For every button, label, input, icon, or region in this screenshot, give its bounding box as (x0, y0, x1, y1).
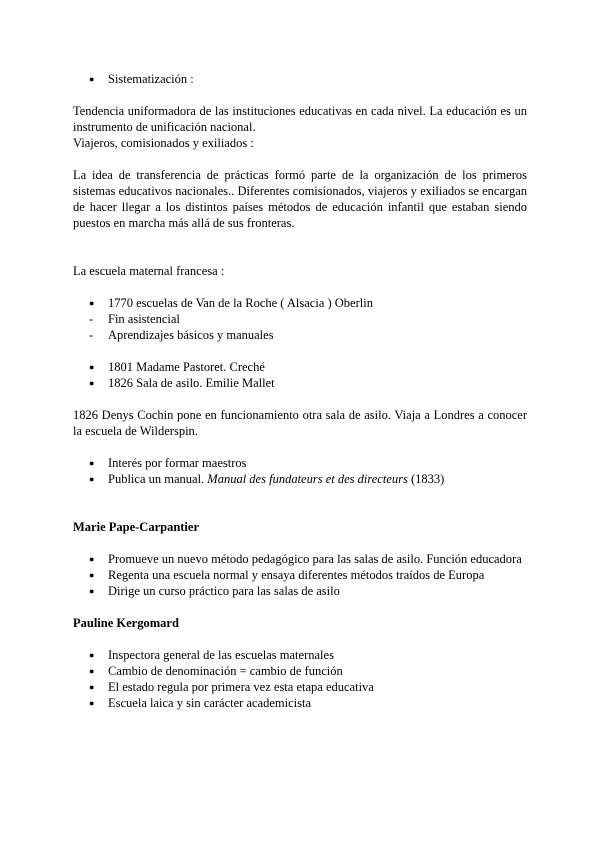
list-item (73, 567, 527, 583)
sistematizacion-list (73, 71, 527, 87)
list-item (73, 375, 527, 391)
list-item-text: Sistematización : (108, 72, 194, 86)
bullet-marker: ● (89, 650, 95, 660)
bullet-marker: ● (89, 666, 95, 676)
escuela-maternal-list-2 (73, 359, 527, 391)
kergomard-list (73, 647, 527, 711)
bullet-marker: ● (89, 298, 95, 308)
escuela-maternal-list-1 (73, 295, 527, 343)
viajeros-subheading: Viajeros, comisionados y exiliados : (73, 136, 254, 150)
list-item (73, 695, 527, 711)
manual-title: Manual des fundateurs et des directeurs (207, 472, 408, 486)
bullet-marker: ● (89, 458, 95, 468)
list-item (73, 551, 527, 567)
list-item-text (108, 471, 444, 487)
list-item (73, 71, 527, 87)
list-item-text: 1801 Madame Pastoret. Creché (108, 360, 265, 374)
escuela-maternal-list-3 (73, 455, 527, 487)
list-item-text: Inspectora general de las escuelas maternales (108, 648, 334, 662)
list-item-text: Aprendizajes básicos y manuales (108, 328, 274, 342)
list-item (73, 311, 527, 327)
manual-suffix: (1833) (407, 472, 445, 486)
list-item-text: Interés por formar maestros (108, 456, 247, 470)
escuela-maternal-title: La escuela maternal francesa : (73, 264, 225, 278)
tendencia-paragraph: Tendencia uniformadora de las instituciones educativas en cada nivel. La educación es un instrumento de unificación nacional. (73, 104, 527, 134)
list-item (73, 455, 527, 471)
list-item-text: Escuela laica y sin carácter academicista (108, 696, 312, 710)
list-item-text: 1826 Sala de asilo. Emilie Mallet (108, 376, 275, 390)
list-item-text: Regenta una escuela normal y ensaya diferentes métodos traídos de Europa (108, 568, 485, 582)
list-item-text: 1770 escuelas de Van de la Roche ( Alsacia ) Oberlin (108, 296, 373, 310)
bullet-marker: ● (89, 362, 95, 372)
dash-marker: - (89, 328, 94, 342)
bullet-marker: ● (89, 474, 95, 484)
pape-carpantier-list (73, 551, 527, 599)
bullet-marker: ● (89, 698, 95, 708)
list-item (73, 471, 527, 487)
transferencia-paragraph: La idea de transferencia de prácticas formó parte de la organización de los primeros sistemas educativos nacionales.. Diferentes comisionados, viajeros y exiliados se encargan de hacer llegar a los distintos países métodos de educación infantil que estaban siendo puestos en marcha más allá de sus fronteras. (73, 168, 527, 230)
pape-carpantier-heading: Marie Pape-Carpantier (73, 520, 200, 534)
bullet-marker: ● (89, 74, 95, 84)
list-item (73, 327, 527, 343)
list-item (73, 663, 527, 679)
list-item-text: Cambio de denominación = cambio de función (108, 664, 343, 678)
bullet-marker: ● (89, 378, 95, 388)
list-item (73, 583, 527, 599)
bullet-marker: ● (89, 586, 95, 596)
manual-prefix: Publica un manual. (108, 472, 208, 486)
list-item (73, 295, 527, 311)
list-item-text: El estado regula por primera vez esta etapa educativa (108, 680, 374, 694)
list-item (73, 359, 527, 375)
list-item (73, 679, 527, 695)
bullet-marker: ● (89, 682, 95, 692)
bullet-marker: ● (89, 570, 95, 580)
cochin-paragraph: 1826 Denys Cochin pone en funcionamiento otra sala de asilo. Viaja a Londres a conocer la escuela de Wilderspin. (73, 408, 527, 438)
list-item-text: Promueve un nuevo método pedagógico para las salas de asilo. Función educadora (108, 552, 522, 566)
dash-marker: - (89, 312, 94, 326)
list-item-text: Dirige un curso práctico para las salas de asilo (108, 584, 340, 598)
kergomard-heading: Pauline Kergomard (73, 616, 179, 630)
bullet-marker: ● (89, 554, 95, 564)
list-item-text: Fin asistencial (108, 312, 180, 326)
list-item (73, 647, 527, 663)
